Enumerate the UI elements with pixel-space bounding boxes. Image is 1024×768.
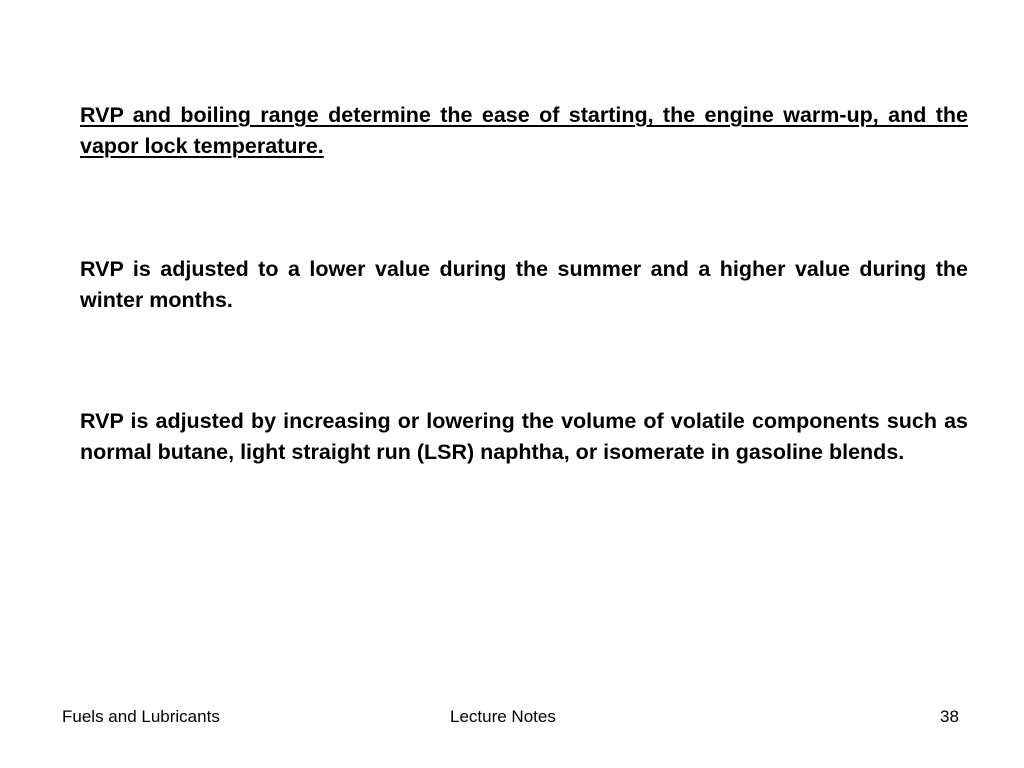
paragraph-rvp-volatile-components: RVP is adjusted by increasing or lowering the volume of volatile components such as normal butane, light straight run (LSR) naphtha, or isomerate in gasoline blends. [80,409,968,464]
paragraph-rvp-boiling-range: RVP and boiling range determine the ease of starting, the engine warm-up, and the vapor lock temperature. [80,103,968,158]
footer-page-number: 38 [940,707,959,726]
footer-course-title: Fuels and Lubricants [62,707,220,726]
footer-lecture-notes: Lecture Notes [450,707,556,726]
paragraph-rvp-seasonal-adjustment: RVP is adjusted to a lower value during the summer and a higher value during the winter months. [80,257,968,312]
